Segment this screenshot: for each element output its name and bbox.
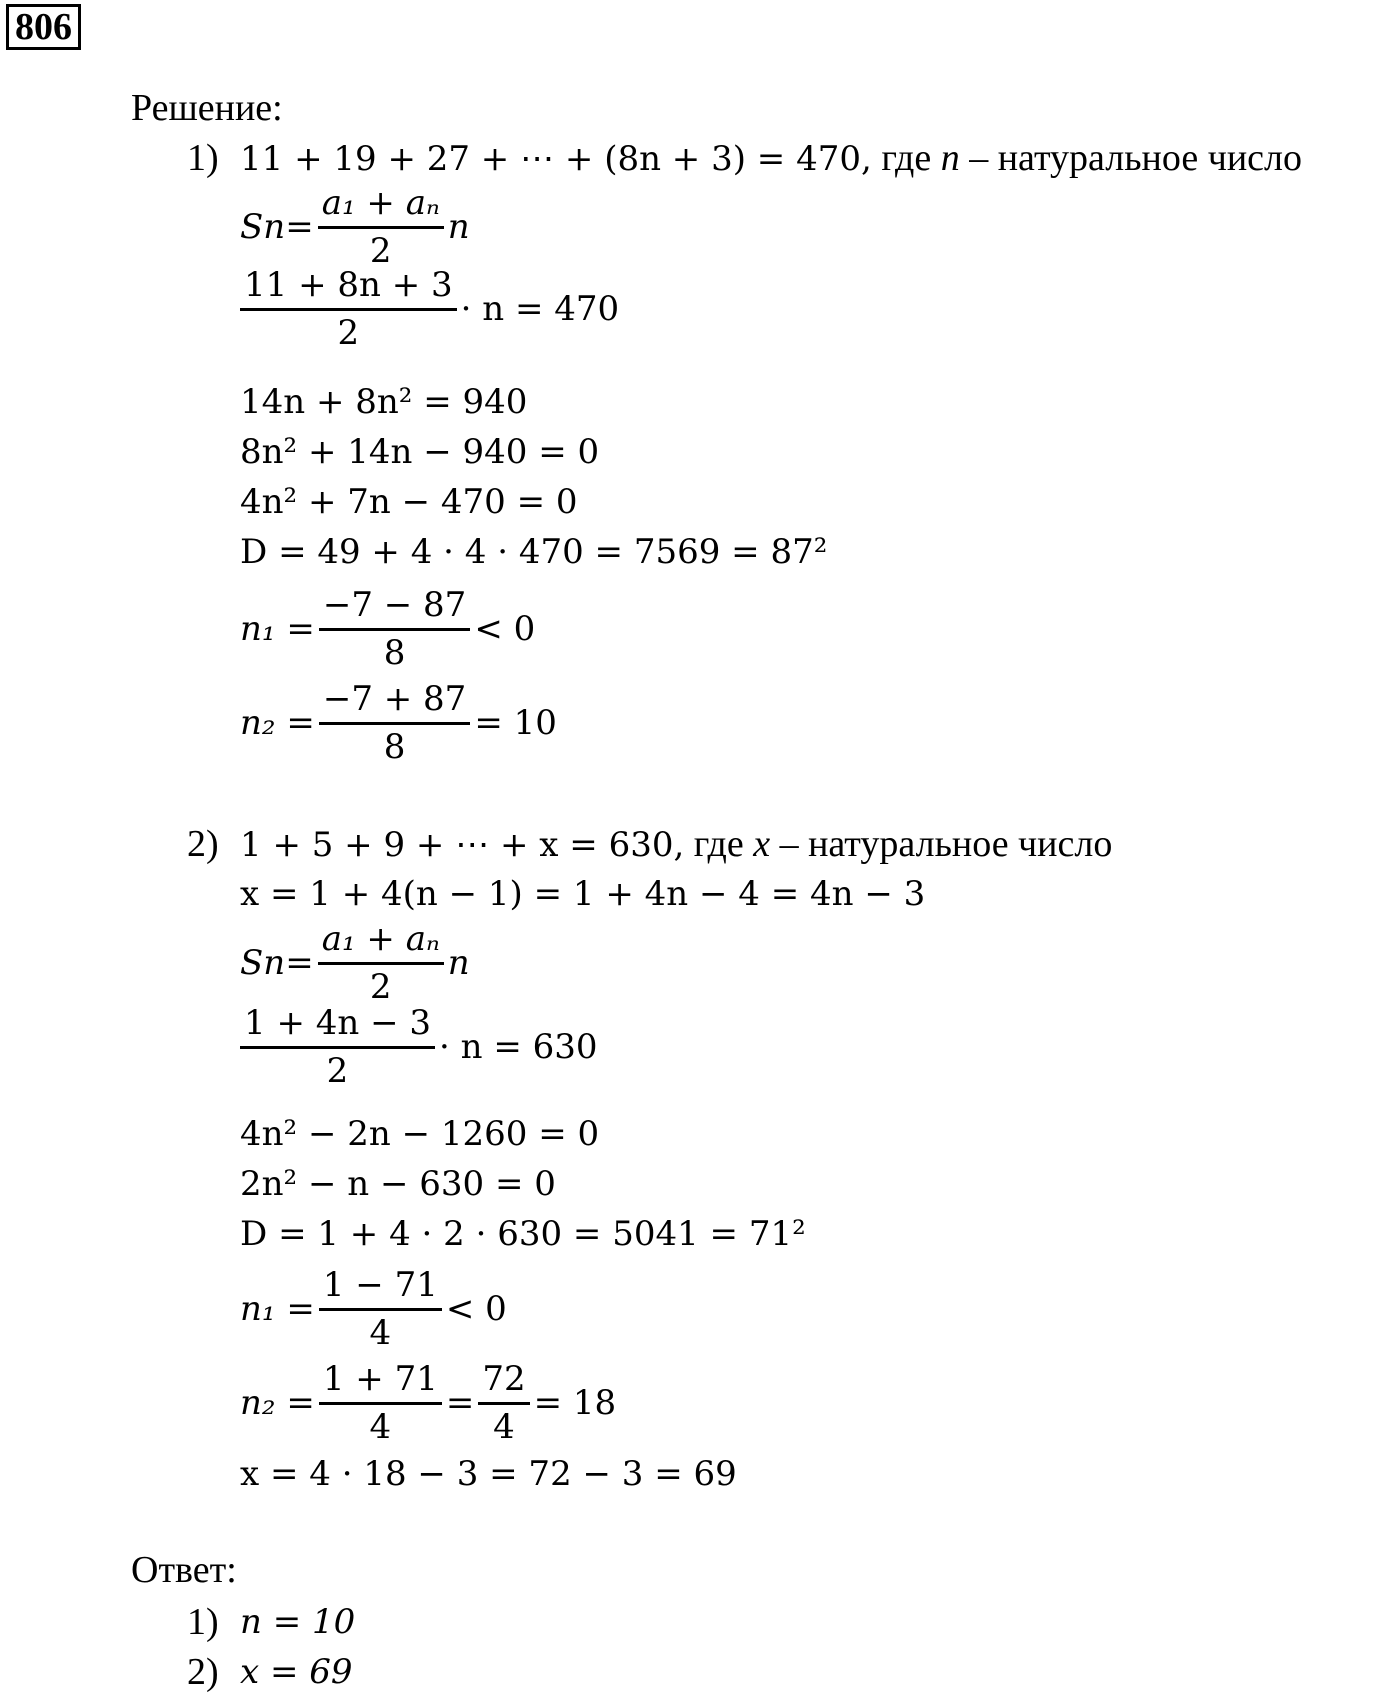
part2-statement-math: 1 + 5 + 9 + ⋯ + x = 630, bbox=[240, 825, 685, 865]
part2-statement-tail: – натуральное число bbox=[770, 823, 1113, 865]
part2-sum-formula: S n = $\frac{\text{a₁ + aₙ}}{2}$ n bbox=[240, 916, 470, 1009]
part2-sn-fraction bbox=[318, 916, 444, 1009]
part2-discriminant: D = 1 + 4 · 2 · 630 = 5041 = 71² bbox=[240, 1214, 806, 1254]
part2-n1-tail: < 0 bbox=[445, 1288, 507, 1329]
part2-n1-lhs: n₁ = bbox=[240, 1288, 315, 1329]
part1-n2-fraction bbox=[319, 676, 471, 769]
part2-sn-tail: n bbox=[447, 942, 470, 983]
answer2-value: x = 69 bbox=[240, 1652, 353, 1692]
answer1-number: 1) bbox=[187, 1601, 219, 1643]
part2-eq1 bbox=[240, 1000, 598, 1093]
part2-n1-den: 4 bbox=[369, 1313, 392, 1353]
part2-n2-den2: 4 bbox=[493, 1407, 515, 1447]
part2-x-formula: x = 1 + 4(n − 1) = 1 + 4n − 4 = 4n − 3 bbox=[240, 874, 926, 914]
part1-eq2: 14n + 8n² = 940 bbox=[240, 382, 528, 422]
part1-n1-lhs: n₁ = bbox=[240, 608, 315, 649]
solution-label: Решение: bbox=[131, 87, 283, 129]
part2-n2-fraction bbox=[319, 1356, 442, 1449]
part2-n2-lhs: n₂ = bbox=[240, 1382, 315, 1423]
part2-eq1-den: 2 bbox=[326, 1051, 349, 1091]
part2-n2-den: 4 bbox=[369, 1407, 392, 1447]
part1-n2-tail: = 10 bbox=[474, 702, 557, 743]
part1-sn-eq: = bbox=[285, 206, 314, 247]
part1-number: 1) bbox=[187, 137, 219, 179]
part2-statement-text: где bbox=[684, 823, 754, 865]
part1-n1 bbox=[240, 582, 535, 675]
part1-statement-text: где bbox=[871, 137, 941, 179]
part2-x-result: x = 4 · 18 − 3 = 72 − 3 = 69 bbox=[240, 1454, 737, 1494]
part2-eq1-tail: · n = 630 bbox=[439, 1026, 598, 1067]
part2-eq1-num: 1 + 4n − 3 bbox=[240, 1000, 435, 1049]
part2-n2-fraction2 bbox=[478, 1356, 529, 1449]
part1-sn-den: 2 bbox=[369, 231, 392, 271]
part2-sn-lhs: S bbox=[240, 942, 264, 983]
part2-statement bbox=[240, 822, 1112, 867]
part1-eq1-num: 11 + 8n + 3 bbox=[240, 262, 457, 311]
part2-sn-den: 2 bbox=[369, 967, 392, 1007]
part1-statement-tail: – натуральное число bbox=[959, 137, 1302, 179]
part1-eq3: 8n² + 14n − 940 = 0 bbox=[240, 432, 600, 472]
part2-n2-mid: = bbox=[445, 1382, 475, 1423]
part2-n2 bbox=[240, 1356, 616, 1449]
part2-sn-eq: = bbox=[285, 942, 314, 983]
answer-label: Ответ: bbox=[131, 1549, 237, 1591]
part1-eq1-fraction bbox=[240, 262, 457, 355]
part2-n1 bbox=[240, 1262, 507, 1355]
part1-n1-num: −7 − 87 bbox=[319, 582, 471, 631]
part1-sn-lhs: S bbox=[240, 206, 264, 247]
part2-n2-tail: = 18 bbox=[533, 1382, 617, 1423]
part1-n2-den: 8 bbox=[383, 727, 406, 767]
part2-eq1-fraction bbox=[240, 1000, 435, 1093]
part1-n2-lhs: n₂ = bbox=[240, 702, 315, 743]
part1-sn-tail: n bbox=[447, 206, 470, 247]
problem-number: 806 bbox=[6, 4, 81, 50]
part2-number: 2) bbox=[187, 823, 219, 865]
part1-n2-num: −7 + 87 bbox=[319, 676, 471, 725]
part1-statement bbox=[240, 136, 1302, 181]
part1-n2 bbox=[240, 676, 557, 769]
part1-sum-formula: S n = $\frac{\text{a₁ + aₙ}}{2}$ n bbox=[240, 180, 470, 273]
part1-eq1-tail: · n = 470 bbox=[460, 288, 620, 329]
answer2-number: 2) bbox=[187, 1651, 219, 1693]
part1-n1-tail: < 0 bbox=[474, 608, 536, 649]
part1-eq4: 4n² + 7n − 470 = 0 bbox=[240, 482, 578, 522]
answer1-value: n = 10 bbox=[240, 1602, 356, 1642]
part1-sn-num: a₁ + aₙ bbox=[318, 180, 444, 229]
part2-n2-num2: 72 bbox=[478, 1356, 529, 1405]
part2-eq2: 4n² − 2n − 1260 = 0 bbox=[240, 1114, 600, 1154]
part1-statement-math: 11 + 19 + 27 + ⋯ + (8n + 3) = 470, bbox=[240, 139, 872, 179]
part1-discriminant: D = 49 + 4 · 4 · 470 = 7569 = 87² bbox=[240, 532, 828, 572]
part1-eq1-den: 2 bbox=[337, 313, 360, 353]
part2-n1-fraction bbox=[319, 1262, 442, 1355]
part1-sn-fraction bbox=[318, 180, 444, 273]
part2-statement-var: x bbox=[753, 823, 771, 865]
part1-n1-den: 8 bbox=[383, 633, 406, 673]
part1-eq1 bbox=[240, 262, 619, 355]
part2-n1-num: 1 − 71 bbox=[319, 1262, 442, 1311]
part2-eq3: 2n² − n − 630 = 0 bbox=[240, 1164, 556, 1204]
part1-n1-fraction bbox=[319, 582, 471, 675]
part1-statement-var: n bbox=[940, 137, 960, 179]
part2-sn-num: a₁ + aₙ bbox=[318, 916, 444, 965]
part2-n2-num: 1 + 71 bbox=[319, 1356, 442, 1405]
